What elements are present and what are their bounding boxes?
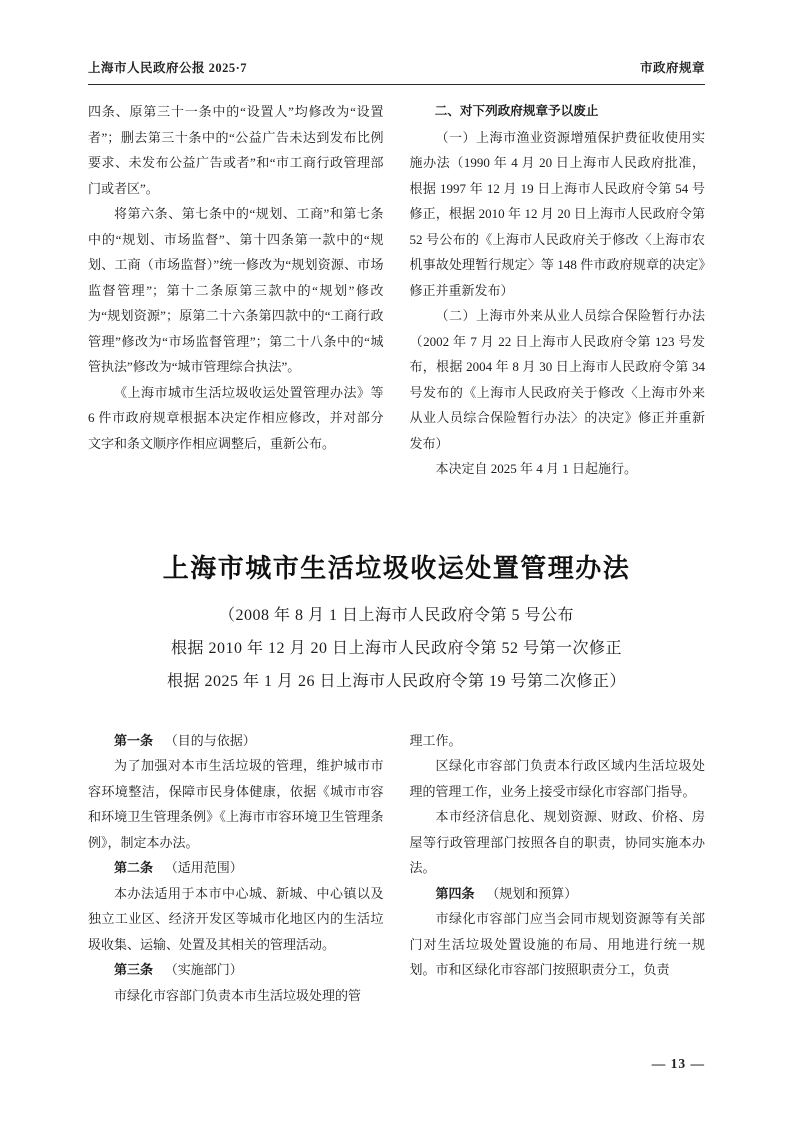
regulation-title: 上海市城市生活垃圾收运处置管理办法 [162,552,631,583]
paragraph: 四条、原第三十一条中的“设置人”均修改为“设置者”；删去第三十条中的“公益广告未达到发布比例要求、未发布公益广告或者”和“市工商行政管理部门或者区”。 [88,104,384,196]
regulation-subtitle-line: 根据 2010 年 12 月 20 日上海市人民政府令第 52 号第一次修正 [170,639,622,657]
paragraph: 第一条 （目的与依据） [114,732,256,748]
decision-left-column [88,99,384,482]
regulation-subtitle-line: （2008 年 8 月 1 日上海市人民政府令第 5 号公布 [218,606,574,624]
paragraph: 本市经济信息化、规划资源、财政、价格、房屋等行政管理部门按照各自的职责，协同实施本办法。 [409,809,705,875]
decision-right-column [410,99,706,482]
regulation-body [88,728,705,1009]
paragraph: 市绿化市容部门负责本市生活垃圾处理的管 [114,987,362,1003]
paragraph: 将第六条、第七条中的“规划、工商”和第七条中的“规划、市场监督”、第十四条第一款中的“规划、工商（市场监督）”统一修改为“规划资源、市场监督管理”；第十二条原第三款中的“规划”修改为“规划资源”；原第二十六条第四款中的“工商行政管理”修改为“市场监督管理”；第二十八条中的“城管执法”修改为“城市管理综合执法”。 [88,206,384,374]
paragraph: （二）上海市外来从业人员综合保险暂行办法（2002 年 7 月 22 日上海市人民政府令第 123 号发布，根据 2004 年 8 月 30 日上海市人民政府令第 34 号发布的《上海市人民政府关于修改〈上海市外来从业人员综合保险暂行办法〉的决定》修正并重新发布） [409,308,705,451]
paragraph: （一）上海市渔业资源增殖保护费征收使用实施办法（1990 年 4 月 20 日上海市人民政府批准，根据 1997 年 12 月 19 日上海市人民政府令第 54 号修正，根据 2010 年 12 月 20 日上海市人民政府令第 52 号公布的《上海市人民政府关于修改〈上海市农机事故处理暂行规定〉等 148 件市政府规章的决定》修正并重新发布） [409,129,705,298]
decision-section [88,99,705,482]
page-number: — 13 — [651,1056,705,1071]
paragraph: 市绿化市容部门应当会同市规划资源等有关部门对生活垃圾处置设施的布局、用地进行统一规划。市和区绿化市容部门按照职责分工，负责 [409,911,705,977]
paragraph: 为了加强对本市生活垃圾的管理，维护城市市容环境整洁，保障市民身体健康，依据《城市市容和环境卫生管理条例》《上海市市容环境卫生管理条例》，制定本办法。 [88,758,384,850]
paragraph: 第四条 （规划和预算） [435,885,578,901]
section-heading: 二、对下列政府规章予以废止 [434,104,599,118]
paragraph: 理工作。 [409,732,462,748]
paragraph: 本办法适用于本市中心城、新城、中心镇以及独立工业区、经济开发区等城市化地区内的生活垃圾收集、运输、处置及其相关的管理活动。 [88,885,384,952]
paragraph: 区绿化市容部门负责本行政区域内生活垃圾处理的管理工作，业务上接受市绿化市容部门指导。 [409,758,705,799]
article-number: 第二条 [114,860,154,875]
paragraph: 第二条 （适用范围） [114,860,243,875]
regulation-left-column [88,728,384,1009]
paragraph: 本决定自 2025 年 4 月 1 日起施行。 [435,461,638,476]
article-number: 第三条 [114,962,154,977]
regulation-subtitle [88,599,705,698]
regulation-subtitle-line: 根据 2025 年 1 月 26 日上海市人民政府令第 19 号第二次修正） [166,672,626,690]
running-header [88,58,705,76]
article-number: 第一条 [114,732,154,748]
header-section-label: 市政府规章 [639,61,705,75]
article-number: 第四条 [435,885,475,901]
header-divider [88,84,705,85]
header-gazette-title: 上海市人民政府公报 2025·7 [88,61,248,75]
paragraph: 第三条 （实施部门） [114,962,243,977]
regulation-right-column [410,728,706,1009]
paragraph: 《上海市城市生活垃圾收运处置管理办法》等 6 件市政府规章根据本决定作相应修改，并对部分文字和条文顺序作相应调整后，重新公布。 [88,384,384,451]
